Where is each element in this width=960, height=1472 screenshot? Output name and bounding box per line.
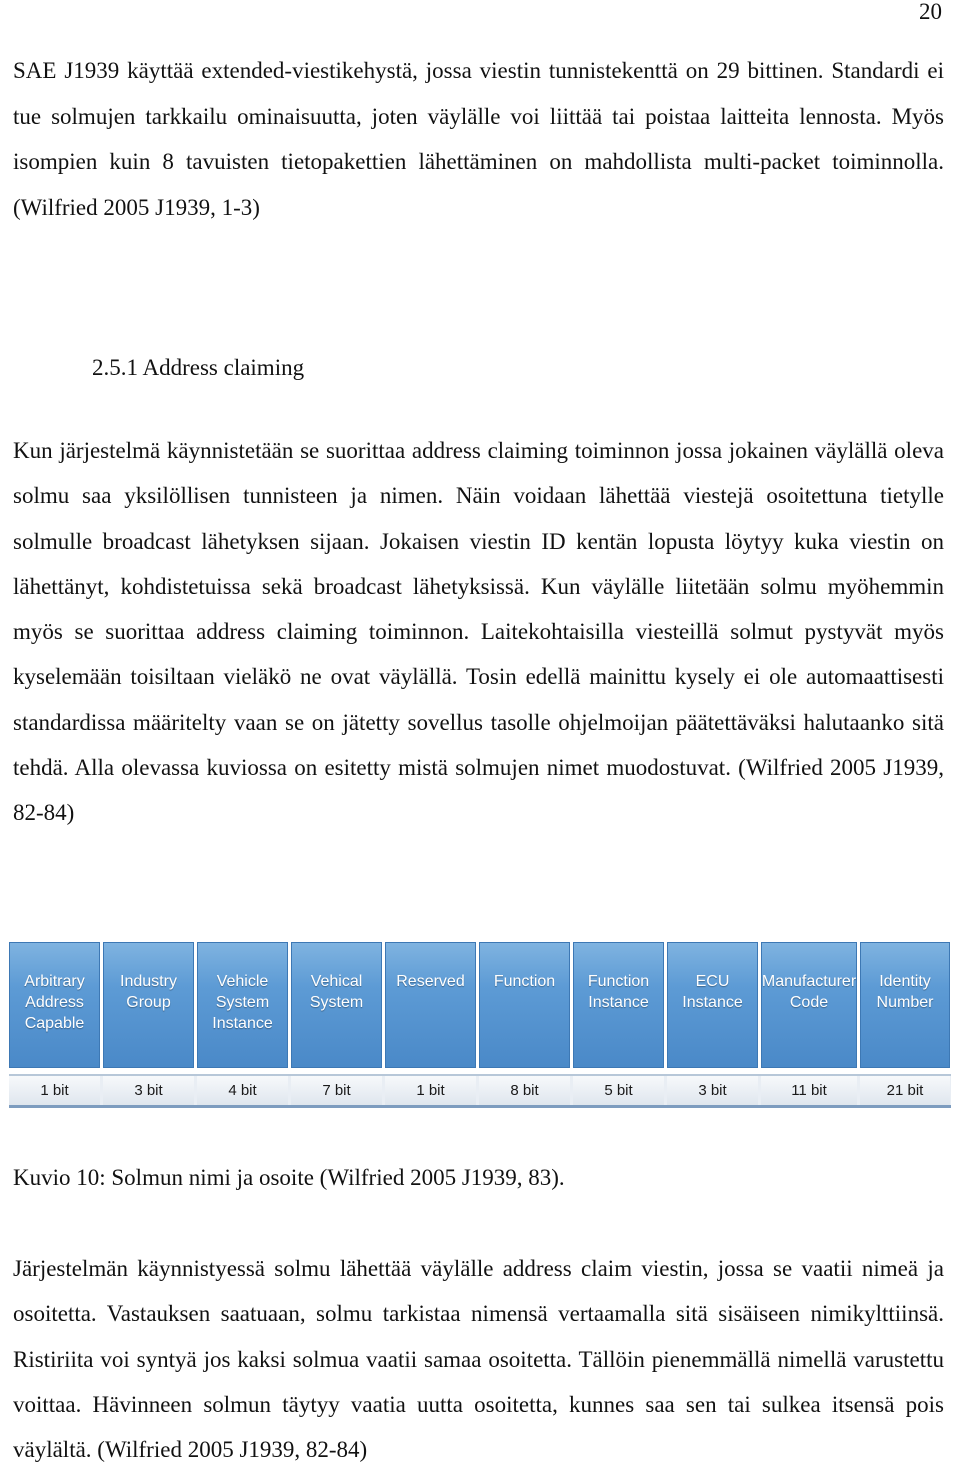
section-heading: 2.5.1 Address claiming xyxy=(92,355,305,380)
field-box: Function Instance xyxy=(573,942,664,1068)
field-box: ECU Instance xyxy=(667,942,758,1068)
bit-width-label: 5 bit xyxy=(573,1076,664,1105)
name-fields-figure xyxy=(9,942,951,1108)
bit-width-label: 11 bit xyxy=(761,1076,857,1105)
bit-width-label: 3 bit xyxy=(103,1076,194,1105)
paragraph-intro: SAE J1939 käyttää extended-viestikehystä, jossa viestin tunnistekenttä on 29 bittinen. Standardi ei tue solmujen tarkkailu ominaisuutta, joten väylälle voi liittää tai poistaa laitteita lennosta. Myös isompien kuin 8 tavuisten tietopakettien lähettäminen on mahdollista multi-packet toiminnolla. (Wilfried 2005 J1939, 1-3) xyxy=(13,58,944,220)
field-box: Function xyxy=(479,942,570,1068)
field-box: Industry Group xyxy=(103,942,194,1068)
field-box: Reserved xyxy=(385,942,476,1068)
bit-width-bar xyxy=(9,1074,951,1108)
field-box: Arbitrary Address Capable xyxy=(9,942,100,1068)
paragraph-address-claiming: Kun järjestelmä käynnistetään se suorittaa address claiming toiminnon jossa jokainen väylällä oleva solmu saa yksilöllisen tunnisteen ja nimen. Näin voidaan lähettää viestejä osoitettuna tietylle solmulle broadcast lähetyksen sijaan. Jokaisen viestin ID kentän lopusta löytyy kuka viestin on lähettänyt, kohdistetuissa sekä broadcast lähetyksissä. Kun väylälle liitetään solmu myöhemmin myös se suorittaa address claiming toiminnon. Laitekohtaisilla viesteillä solmut pystyvät myös kyselemään toisiltaan vieläkö ne ovat väylällä. Tosin edellä mainittu kysely ei ole automaattisesti standardissa määritelty vaan se on jätetty sovellus tasolle ohjelmoijan päätettäväksi halutaanko sitä tehdä. Alla olevassa kuviossa on esitetty mistä solmujen nimet muodostuvat. (Wilfried 2005 J1939, 82-84) xyxy=(13,438,944,826)
field-box: Vehical System xyxy=(291,942,382,1068)
figure-caption: Kuvio 10: Solmun nimi ja osoite (Wilfried 2005 J1939, 83). xyxy=(13,1165,565,1190)
bit-width-label: 7 bit xyxy=(291,1076,382,1105)
field-box: Manufacturer Code xyxy=(761,942,857,1068)
field-row xyxy=(9,942,951,1068)
page-number: 20 xyxy=(919,0,942,24)
paragraph-startup: Järjestelmän käynnistyessä solmu lähettää väylälle address claim viestin, jossa se vaatii nimeä ja osoitetta. Vastauksen saatuaan, solmu tarkistaa nimensä vertaamalla sitä sisäiseen nimikylttiinsä. Ristiriita voi syntyä jos kaksi solmua vaatii samaa osoitetta. Tällöin pienemmällä nimellä varustettu voittaa. Hävinneen solmun täytyy vaatia uutta osoitetta, kunnes saa sen tai sulkea itsensä pois väylältä. (Wilfried 2005 J1939, 82-84) xyxy=(13,1256,944,1463)
field-box: Identity Number xyxy=(860,942,950,1068)
bit-width-label: 1 bit xyxy=(9,1076,100,1105)
bit-width-label: 3 bit xyxy=(667,1076,758,1105)
bit-width-label: 21 bit xyxy=(860,1076,950,1105)
bit-width-label: 4 bit xyxy=(197,1076,288,1105)
bit-width-label: 8 bit xyxy=(479,1076,570,1105)
bit-width-label: 1 bit xyxy=(385,1076,476,1105)
field-box: Vehicle System Instance xyxy=(197,942,288,1068)
